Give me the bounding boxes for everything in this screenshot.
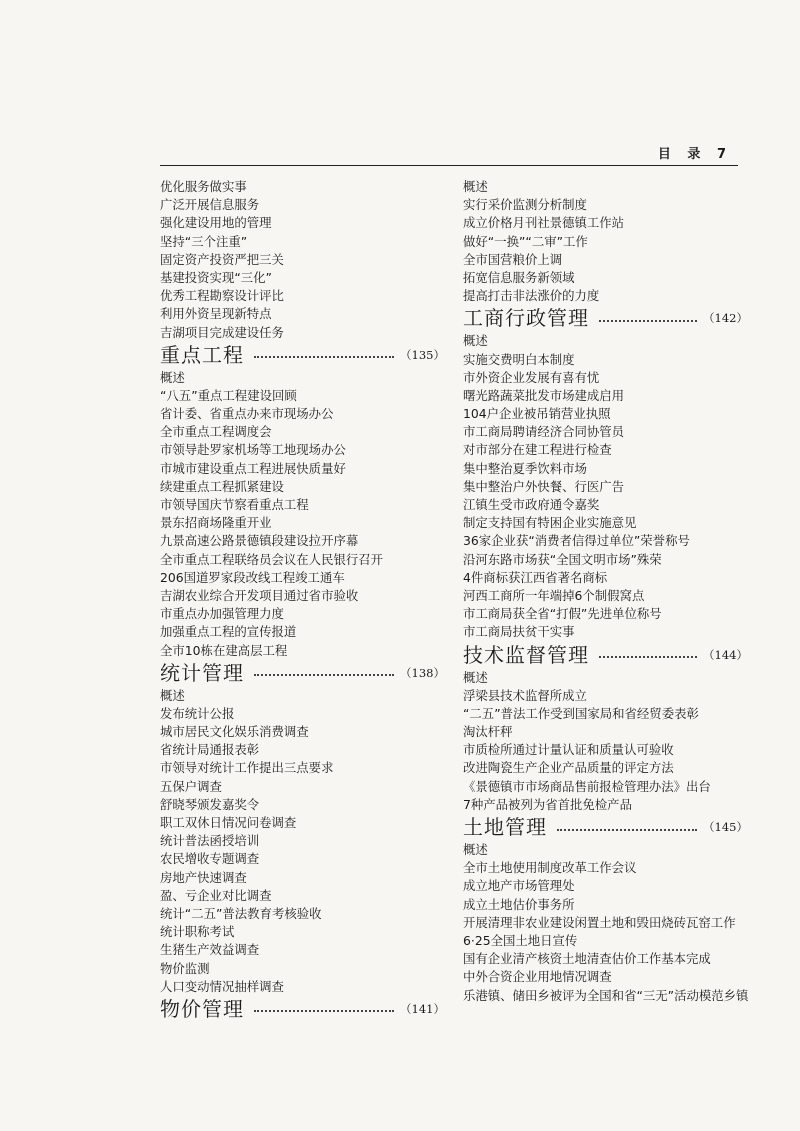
toc-entry: 九景高速公路景德镇段建设拉开序幕 xyxy=(160,533,359,549)
toc-entry: 成立土地估价事务所 xyxy=(463,896,575,912)
toc-entry: 全市重点工程联络员会议在人民银行召开 xyxy=(160,551,384,567)
toc-entry: 加强重点工程的宣传报道 xyxy=(160,624,297,640)
toc-entry: 36家企业获“消费者信得过单位”荣誉称号 xyxy=(463,533,690,549)
toc-entry: 制定支持国有特困企业实施意见 xyxy=(463,515,637,531)
toc-entry: 江镇生受市政府通令嘉奖 xyxy=(463,497,600,512)
toc-entry: “八五”重点工程建设回顾 xyxy=(160,387,297,403)
page-number: （135） xyxy=(400,347,445,362)
toc-entry: 市工商局扶贫干实事 xyxy=(463,624,575,640)
toc-entry: 6·25全国土地日宣传 xyxy=(463,932,578,948)
toc-entry: 概述 xyxy=(463,669,488,685)
toc-entry: 市城市建设重点工程进展快质量好 xyxy=(160,460,346,476)
page-number: （144） xyxy=(703,647,748,662)
toc-entry: 概述 xyxy=(463,842,488,857)
toc-entry: 房地产快速调查 xyxy=(160,869,247,885)
toc-entry: 206国道罗家段改线工程竣工通车 xyxy=(160,569,345,585)
toc-entry: 吉湖项目完成建设任务 xyxy=(160,324,284,340)
toc-entry: 物价监测 xyxy=(160,960,210,976)
dot-leader xyxy=(254,1010,394,1012)
toc-entry: 市工商局聘请经济合同协管员 xyxy=(463,424,625,440)
toc-entry: 对市部分在建工程进行检查 xyxy=(463,442,612,458)
toc-entry: 省统计局通报表彰 xyxy=(160,742,260,758)
dot-leader xyxy=(254,356,394,358)
toc-entry: 概述 xyxy=(463,179,488,194)
section-title: 土地管理 xyxy=(463,815,547,839)
toc-entry: 国有企业清产核资土地清查估价工作基本完成 xyxy=(463,951,711,967)
section-title: 物价管理 xyxy=(160,996,244,1021)
section-title: 技术监督管理 xyxy=(463,642,589,667)
toc-entry: 提高打击非法涨价的力度 xyxy=(463,288,600,304)
dot-leader xyxy=(254,674,394,676)
toc-section-heading xyxy=(463,814,748,841)
dot-leader xyxy=(557,829,697,831)
toc-entry: 乐港镇、储田乡被评为全国和省“三无”活动模范乡镇 xyxy=(463,987,749,1003)
page-number: （142） xyxy=(703,311,748,326)
toc-section-heading xyxy=(160,660,445,687)
section-title: 重点工程 xyxy=(160,342,244,367)
toc-entry: 景东招商场隆重开业 xyxy=(160,515,272,531)
toc-entry: 舒晓琴颁发嘉奖令 xyxy=(160,796,260,812)
toc-entry: 发布统计公报 xyxy=(160,705,235,721)
toc-entry: 基建投资实现“三化” xyxy=(160,269,272,285)
page-number: （145） xyxy=(703,820,748,834)
toc-entry: 市领导对统计工作提出三点要求 xyxy=(160,760,334,776)
toc-right-column xyxy=(463,178,748,1005)
toc-entry: 《景德镇市市场商品售前报检管理办法》出台 xyxy=(463,778,711,794)
toc-entry: 概述 xyxy=(160,369,185,385)
toc-entry: 全市重点工程调度会 xyxy=(160,424,272,440)
toc-entry: 坚持“三个注重” xyxy=(160,233,248,249)
toc-entry: 市重点办加强管理力度 xyxy=(160,606,284,622)
page-number: （138） xyxy=(400,665,445,680)
toc-entry: 成立地产市场管理处 xyxy=(463,878,575,894)
toc-section-heading xyxy=(463,642,748,669)
toc-entry: 沿河东路市场获“全国文明市场”殊荣 xyxy=(463,551,662,567)
toc-entry: 成立价格月刊社景德镇工作站 xyxy=(463,215,625,231)
toc-entry: 盈、亏企业对比调查 xyxy=(160,887,272,903)
toc-entry: 固定资产投资严把三关 xyxy=(160,251,284,267)
toc-entry: 人口变动情况抽样调查 xyxy=(160,978,284,994)
page-header xyxy=(160,141,738,166)
toc-entry: 市工商局获全省“打假”先进单位称号 xyxy=(463,606,662,622)
toc-entry: 续建重点工程抓紧建设 xyxy=(160,478,284,494)
toc-entry: 集中整治户外快餐、行医广告 xyxy=(463,478,625,494)
section-title: 统计管理 xyxy=(160,660,244,685)
toc-entry: 市领导赴罗家机场等工地现场办公 xyxy=(160,442,346,458)
toc-entry: 淘汰杆秤 xyxy=(463,724,513,740)
toc-section-heading xyxy=(160,342,445,369)
toc-entry: 市外资企业发展有喜有忧 xyxy=(463,369,600,385)
toc-entry: 全市土地使用制度改革工作会议 xyxy=(463,860,637,876)
toc-entry: 优秀工程勘察设计评比 xyxy=(160,288,284,304)
toc-entry: 省计委、省重点办来市现场办公 xyxy=(160,406,334,422)
toc-entry: 河西工商所一年端掉6个制假窝点 xyxy=(463,587,645,603)
toc-section-heading xyxy=(160,996,445,1023)
toc-entry: 农民增收专题调查 xyxy=(160,851,260,867)
toc-entry: 利用外资呈现新特点 xyxy=(160,306,272,322)
section-title: 工商行政管理 xyxy=(463,306,589,331)
toc-entry: 五保户调查 xyxy=(160,778,222,794)
toc-entry: 统计普法函授培训 xyxy=(160,833,260,849)
toc-entry: 城市居民文化娱乐消费调查 xyxy=(160,724,309,740)
toc-entry: 生猪生产效益调查 xyxy=(160,942,260,958)
toc-entry: 集中整治夏季饮料市场 xyxy=(463,460,587,476)
toc-section-heading xyxy=(463,305,748,332)
toc-entry: 统计“二五”普法教育考核验收 xyxy=(160,905,322,921)
toc-entry: 改进陶瓷生产企业产品质量的评定方法 xyxy=(463,760,674,776)
toc-entry: 浮梁县技术监督所成立 xyxy=(463,687,587,703)
toc-entry: 拓宽信息服务新领域 xyxy=(463,269,575,285)
toc-entry: 统计职称考试 xyxy=(160,924,235,940)
toc-entry: 概述 xyxy=(160,687,185,703)
toc-entry: 全市10栋在建高层工程 xyxy=(160,642,288,658)
toc-entry: 做好“一换”“二审”工作 xyxy=(463,233,588,249)
toc-entry: 概述 xyxy=(463,333,488,349)
toc-entry: 实行采价监测分析制度 xyxy=(463,197,587,213)
toc-entry: 开展清理非农业建设闲置土地和毁田烧砖瓦窑工作 xyxy=(463,914,736,930)
toc-entry: 吉湖农业综合开发项目通过省市验收 xyxy=(160,587,359,603)
toc-entry: 4件商标获江西省著名商标 xyxy=(463,569,608,585)
toc-entry: 优化服务做实事 xyxy=(160,179,247,194)
toc-entry: 职工双休日情况问卷调查 xyxy=(160,815,297,830)
toc-entry: 中外合资企业用地情况调查 xyxy=(463,969,612,985)
header-text: 目 录 7 xyxy=(657,147,732,162)
toc-entry: 曙光路蔬菜批发市场建成启用 xyxy=(463,387,625,403)
toc-entry: 强化建设用地的管理 xyxy=(160,215,272,231)
toc-entry: 市质检所通过计量认证和质量认可验收 xyxy=(463,742,674,758)
dot-leader xyxy=(599,656,697,658)
toc-entry: 全市国营粮价上调 xyxy=(463,251,563,267)
toc-entry: 7种产品被列为省首批免检产品 xyxy=(463,796,632,812)
toc-left-column xyxy=(160,178,445,1023)
toc-entry: “二五”普法工作受到国家局和省经贸委表彰 xyxy=(463,705,699,721)
toc-entry: 广泛开展信息服务 xyxy=(160,197,260,213)
toc-entry: 104户企业被吊销营业执照 xyxy=(463,406,611,422)
toc-entry: 市领导国庆节察看重点工程 xyxy=(160,497,309,512)
page-number: （141） xyxy=(400,1001,445,1016)
toc-entry: 实施交费明白本制度 xyxy=(463,351,575,367)
dot-leader xyxy=(599,320,697,322)
